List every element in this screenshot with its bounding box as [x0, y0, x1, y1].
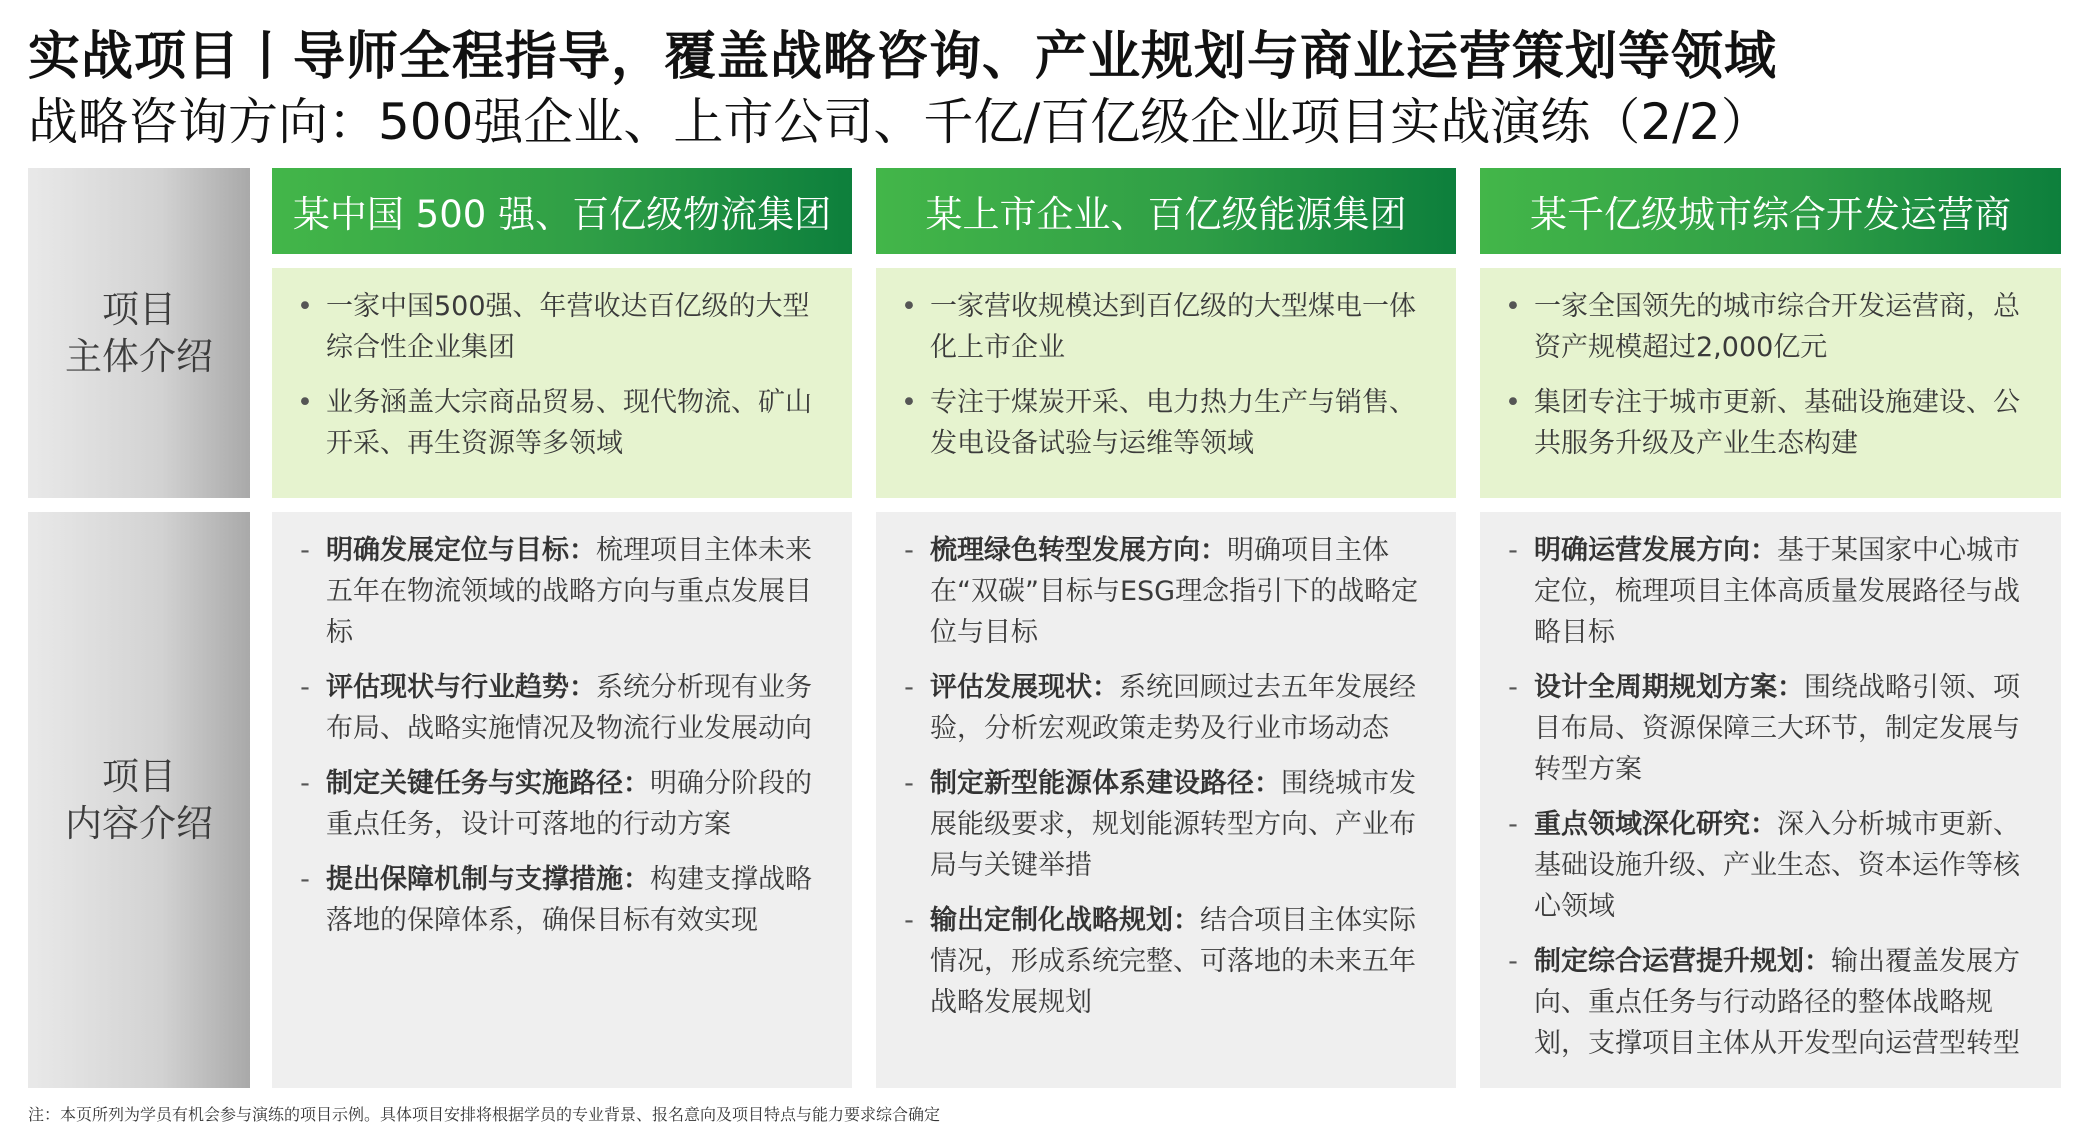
content-item — [888, 667, 1434, 749]
content-item — [1492, 804, 2039, 927]
content-text — [1534, 530, 2039, 653]
content-item — [1492, 530, 2039, 653]
column-header-energy: 某上市企业、百亿级能源集团 — [876, 168, 1456, 254]
content-body: 围绕城市发展能级要求，规划能源转型方向、产业布局与关键举措 — [930, 768, 1416, 881]
content-heading: 明确发展定位与目标： — [326, 535, 596, 566]
dash-icon: - — [904, 672, 914, 703]
dash-icon: - — [300, 535, 310, 566]
content-body: 系统分析现有业务布局、战略实施情况及物流行业发展动向 — [326, 672, 812, 744]
content-text — [326, 859, 830, 941]
dash-icon: - — [1508, 809, 1518, 840]
intro-item — [1492, 286, 2039, 368]
content-heading: 设计全周期规划方案： — [1534, 672, 1804, 703]
column-header-urban: 某千亿级城市综合开发运营商 — [1480, 168, 2061, 254]
content-item — [888, 530, 1434, 653]
content-text — [1534, 804, 2039, 927]
content-body: 结合项目主体实际情况，形成系统完整、可落地的未来五年战略发展规划 — [930, 905, 1416, 1018]
content-body: 构建支撑战略落地的保障体系，确保目标有效实现 — [326, 864, 812, 936]
content-text — [1534, 667, 2039, 790]
dash-icon: - — [300, 672, 310, 703]
intro-text: 一家中国500强、年营收达百亿级的大型综合性企业集团 — [326, 291, 810, 363]
content-body: 围绕战略引领、项目布局、资源保障三大环节，制定发展与转型方案 — [1534, 672, 2020, 785]
dash-icon: - — [1508, 672, 1518, 703]
content-heading: 评估现状与行业趋势： — [326, 672, 596, 703]
content-text — [326, 530, 830, 653]
row-label-intro — [28, 168, 250, 498]
content-text — [930, 763, 1434, 886]
content-text — [1534, 941, 2039, 1064]
content-heading: 制定新型能源体系建设路径： — [930, 768, 1281, 799]
bullet-icon: • — [1505, 291, 1521, 322]
content-item — [1492, 667, 2039, 790]
content-text — [326, 667, 830, 749]
content-body: 基于某国家中心城市定位，梳理项目主体高质量发展路径与战略目标 — [1534, 535, 2020, 648]
content-text — [930, 667, 1434, 749]
content-body: 系统回顾过去五年发展经验，分析宏观政策走势及行业市场动态 — [930, 672, 1416, 744]
bullet-icon: • — [901, 291, 917, 322]
content-heading: 评估发展现状： — [930, 672, 1119, 703]
bullet-icon: • — [901, 387, 917, 418]
content-box-urban — [1480, 512, 2061, 1088]
content-heading: 重点领域深化研究： — [1534, 809, 1777, 840]
content-text — [326, 763, 830, 845]
intro-text: 业务涵盖大宗商品贸易、现代物流、矿山开采、再生资源等多领域 — [326, 387, 812, 459]
content-body: 深入分析城市更新、基础设施升级、产业生态、资本运作等核心领域 — [1534, 809, 2020, 922]
dash-icon: - — [300, 864, 310, 895]
content-item — [1492, 941, 2039, 1064]
dash-icon: - — [904, 905, 914, 936]
content-heading: 梳理绿色转型发展方向： — [930, 535, 1227, 566]
content-heading: 制定综合运营提升规划： — [1534, 946, 1831, 977]
intro-text: 一家全国领先的城市综合开发运营商，总资产规模超过2,000亿元 — [1534, 291, 2020, 363]
content-text — [930, 530, 1434, 653]
dash-icon: - — [1508, 535, 1518, 566]
intro-item — [284, 286, 830, 368]
content-item — [284, 859, 830, 941]
dash-icon: - — [300, 768, 310, 799]
intro-text: 专注于煤炭开采、电力热力生产与销售、发电设备试验与运维等领域 — [930, 387, 1416, 459]
content-item — [284, 667, 830, 749]
dash-icon: - — [904, 535, 914, 566]
content-item — [284, 763, 830, 845]
content-body: 明确项目主体在“双碳”目标与ESG理念指引下的战略定位与目标 — [930, 535, 1419, 648]
column-header-logistics: 某中国 500 强、百亿级物流集团 — [272, 168, 852, 254]
intro-box-urban — [1480, 268, 2061, 498]
content-heading: 输出定制化战略规划： — [930, 905, 1200, 936]
content-body: 明确分阶段的重点任务，设计可落地的行动方案 — [326, 768, 812, 840]
footnote: 注：本页所列为学员有机会参与演练的项目示例。具体项目安排将根据学员的专业背景、报名意向及项目特点与能力要求综合确定 — [28, 1105, 941, 1124]
intro-item — [888, 286, 1434, 368]
content-body: 输出覆盖发展方向、重点任务与行动路径的整体战略规划，支撑项目主体从开发型向运营型转型 — [1534, 946, 2020, 1059]
intro-item — [1492, 382, 2039, 464]
bullet-icon: • — [297, 387, 313, 418]
intro-box-energy — [876, 268, 1456, 498]
bullet-icon: • — [1505, 387, 1521, 418]
page-subtitle: 战略咨询方向：500强企业、上市公司、千亿/百亿级企业项目实战演练（2/2） — [28, 93, 1771, 151]
dash-icon: - — [1508, 946, 1518, 977]
bullet-icon: • — [297, 291, 313, 322]
content-box-energy — [876, 512, 1456, 1088]
content-heading: 提出保障机制与支撑措施： — [326, 864, 650, 895]
content-heading: 制定关键任务与实施路径： — [326, 768, 650, 799]
intro-text: 一家营收规模达到百亿级的大型煤电一体化上市企业 — [930, 291, 1416, 363]
content-text — [930, 900, 1434, 1023]
row-label-content — [28, 512, 250, 1088]
intro-box-logistics — [272, 268, 852, 498]
row-label-content-text: 项目 内容介绍 — [65, 755, 213, 845]
content-item — [888, 763, 1434, 886]
content-heading: 明确运营发展方向： — [1534, 535, 1777, 566]
dash-icon: - — [904, 768, 914, 799]
intro-item — [888, 382, 1434, 464]
content-item — [284, 530, 830, 653]
content-body: 梳理项目主体未来五年在物流领域的战略方向与重点发展目标 — [326, 535, 812, 648]
intro-text: 集团专注于城市更新、基础设施建设、公共服务升级及产业生态构建 — [1534, 387, 2020, 459]
page-title: 实战项目丨导师全程指导，覆盖战略咨询、产业规划与商业运营策划等领域 — [28, 27, 1778, 87]
row-label-intro-text: 项目 主体介绍 — [65, 288, 213, 378]
content-item — [888, 900, 1434, 1023]
intro-item — [284, 382, 830, 464]
content-box-logistics — [272, 512, 852, 1088]
